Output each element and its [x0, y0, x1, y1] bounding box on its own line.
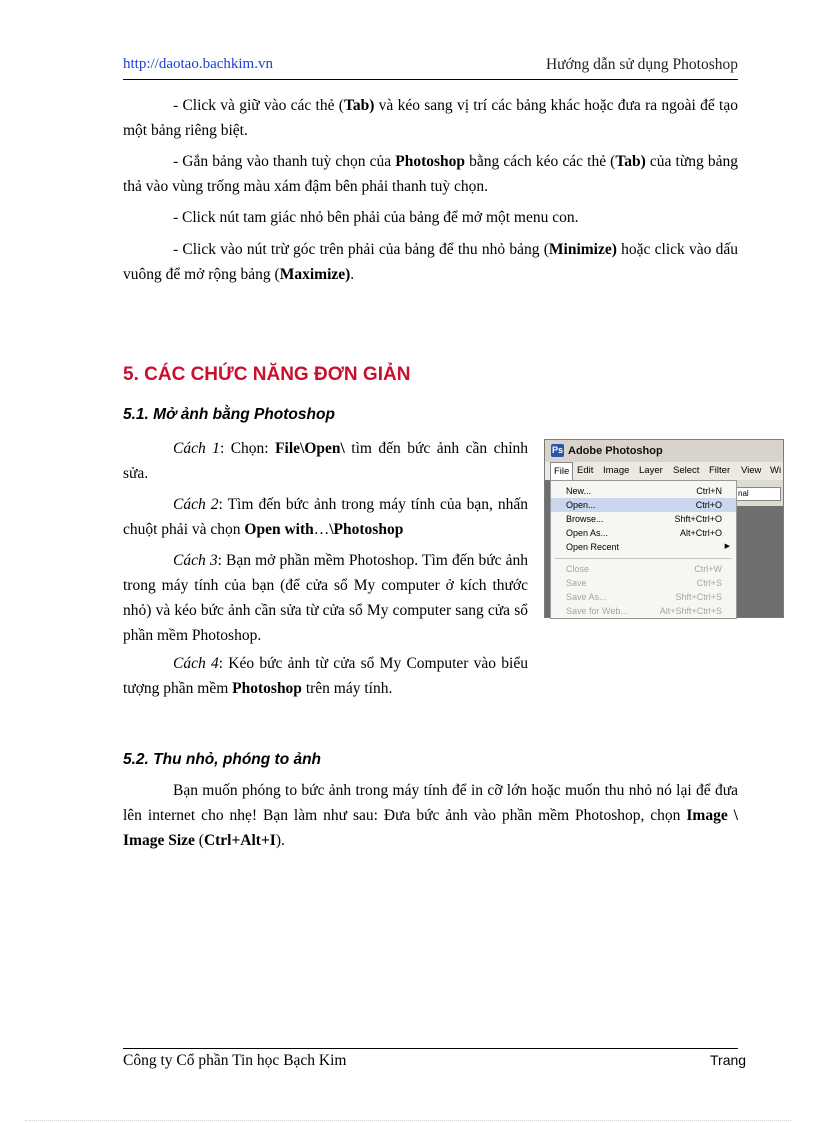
method-3: Cách 3: Bạn mở phần mềm Photoshop. Tìm đến bức ảnh trong máy tính của bạn (để cửa sổ My computer ở kích thước nhỏ) và kéo bức ảnh cần sửa từ cửa sổ My computer sang cửa sổ phần mềm Photoshop.	[123, 552, 529, 644]
ps-item-browse[interactable]: Browse... Shft+Ctrl+O	[566, 514, 722, 524]
ps-window-title: Adobe Photoshop	[568, 445, 663, 457]
ps-item-save-for-web[interactable]: Save for Web... Alt+Shft+Ctrl+S	[566, 606, 722, 616]
ps-item-open-recent[interactable]: Open Recent ▶	[566, 542, 730, 552]
ps-item-open[interactable]: Open... Ctrl+O	[551, 498, 736, 512]
ps-file-dropdown	[550, 480, 737, 619]
ps-menu-edit[interactable]: Edit	[577, 465, 594, 476]
page-header	[123, 56, 738, 80]
ps-option-field[interactable]: nal	[735, 487, 781, 501]
ps-separator	[555, 558, 732, 559]
ps-item-save-as[interactable]: Save As... Shft+Ctrl+S	[566, 592, 722, 602]
ps-menu-window[interactable]: Wi	[770, 465, 782, 476]
ps-menu-filter[interactable]: Filter	[709, 465, 731, 476]
ps-menu-image[interactable]: Image	[603, 465, 630, 476]
ps-menu-file[interactable]: File	[550, 462, 573, 480]
ps-menu-select[interactable]: Select	[673, 465, 700, 476]
ps-item-save[interactable]: Save Ctrl+S	[566, 578, 722, 588]
footer-company: Công ty Cổ phần Tin học Bạch Kim	[123, 1052, 347, 1069]
paragraph-dock-panel: - Gắn bảng vào thanh tuỳ chọn của Photoshop bằng cách kéo các thẻ (Tab) của từng bảng thả vào vùng trống màu xám đậm bên phải thanh tuỳ chọn.	[123, 153, 738, 195]
method-4: Cách 4: Kéo bức ảnh từ cửa sổ My Computer vào biểu tượng phần mềm Photoshop trên máy tính.	[123, 655, 528, 697]
page-bottom-dotted-border	[25, 1120, 791, 1121]
ps-menu-view[interactable]: View	[741, 465, 762, 476]
submenu-arrow-icon: ▶	[724, 543, 730, 550]
section-title: 5. CÁC CHỨC NĂNG ĐƠN GIẢN	[123, 364, 411, 385]
subsection-title-open-image: 5.1. Mở ảnh bằng Photoshop	[123, 406, 335, 423]
method-2: Cách 2: Tìm đến bức ảnh trong máy tính của bạn, nhấn chuột phải và chọn Open with…\Photoshop	[123, 496, 528, 538]
ps-item-new[interactable]: New... Ctrl+N	[566, 486, 722, 496]
header-url-link[interactable]: http://daotao.bachkim.vn	[123, 56, 273, 72]
paragraph-minimize: - Click vào nút trừ góc trên phải của bảng để thu nhỏ bảng (Minimize) hoặc click vào dấu vuông để mở rộng bảng (Maximize).	[123, 241, 739, 283]
ps-titlebar	[545, 440, 783, 462]
ps-menubar	[545, 462, 783, 480]
photoshop-logo-icon: Ps	[551, 445, 563, 455]
ps-item-close[interactable]: Close Ctrl+W	[566, 564, 722, 574]
header-title: Hướng dẫn sử dụng Photoshop	[545, 56, 738, 73]
method-1: Cách 1: Chọn: File\Open\ tìm đến bức ảnh cần chỉnh sửa.	[123, 440, 529, 482]
ps-menu-layer[interactable]: Layer	[639, 465, 663, 476]
paragraph-tab-drag: - Click và giữ vào các thẻ (Tab) và kéo sang vị trí các bảng khác hoặc đưa ra ngoài để tạo một bảng riêng biệt.	[123, 97, 738, 139]
paragraph-submenu: - Click nút tam giác nhỏ bên phải của bảng để mở một menu con.	[173, 209, 579, 226]
subsection-title-resize-image: 5.2. Thu nhỏ, phóng to ảnh	[123, 751, 322, 768]
footer-page-label: Trang	[710, 1052, 747, 1068]
paragraph-image-size: Bạn muốn phóng to bức ảnh trong máy tính để in cỡ lớn hoặc muốn thu nhỏ nó lại để đưa lên internet cho nhẹ! Bạn làm như sau: Đưa bức ảnh vào phần mềm Photoshop, chọn Image \ Image Size (Ctrl+Alt+I).	[123, 782, 738, 849]
ps-item-open-as[interactable]: Open As... Alt+Ctrl+O	[566, 528, 722, 538]
photoshop-file-menu-screenshot	[544, 439, 784, 618]
header-rule	[123, 79, 738, 80]
footer-rule	[123, 1048, 738, 1049]
